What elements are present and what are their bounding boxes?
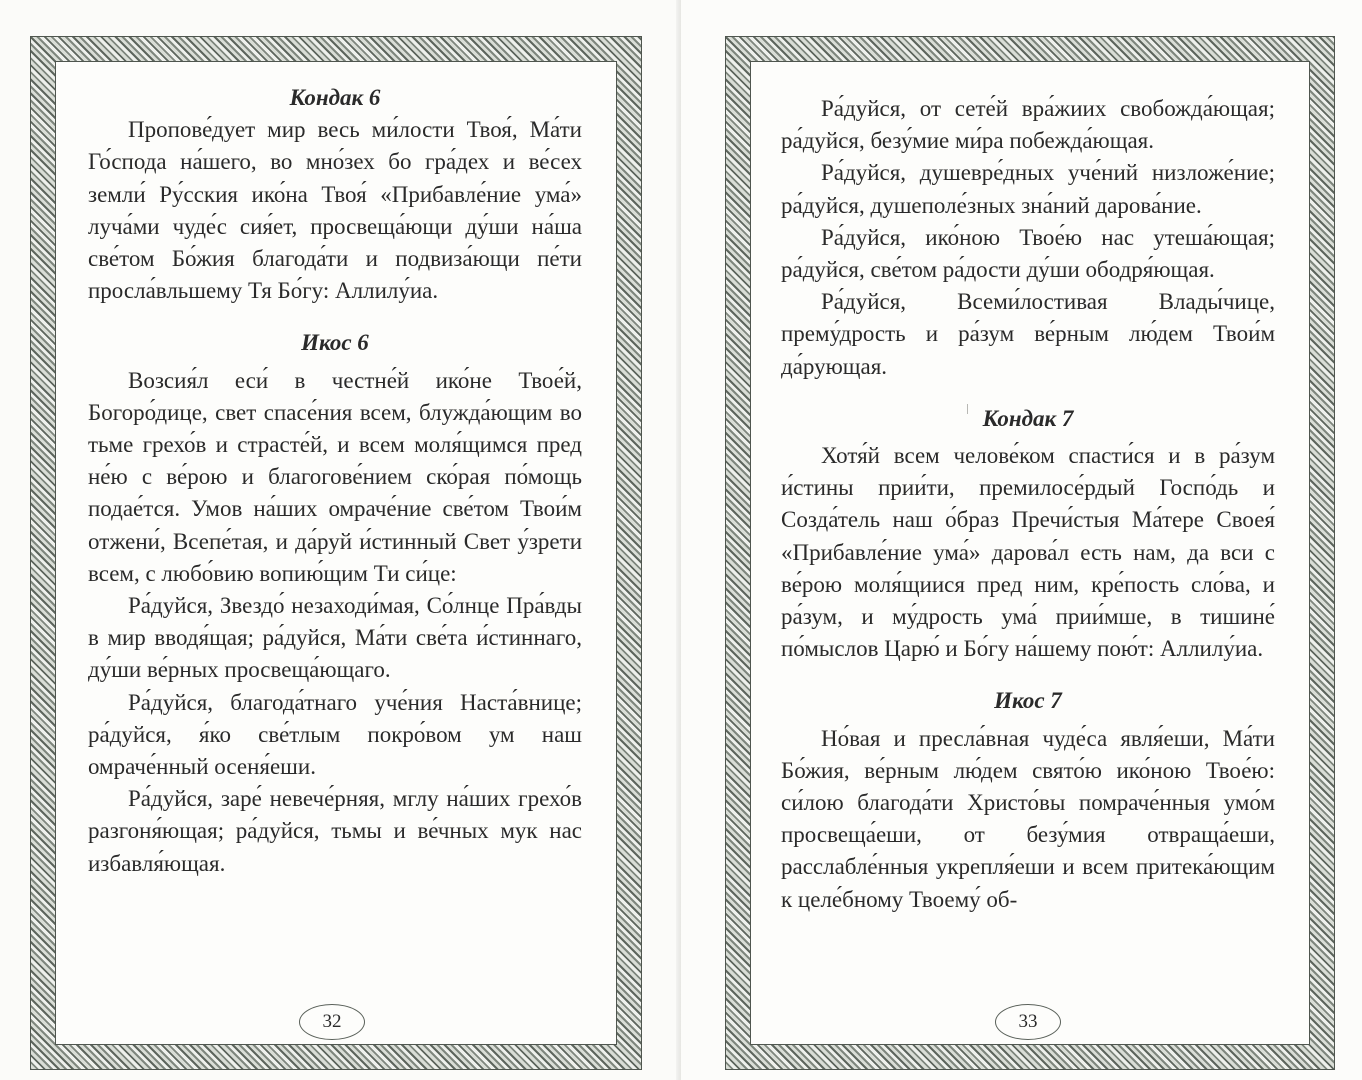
paragraph: Ра́дуйся, Всеми́лостивая Влады́чице, прему́дрость и ра́зум ве́рным лю́дем Твои́м да́рующая. xyxy=(781,289,1275,379)
paragraph: Возсия́л еси́ в честне́й ико́не Твое́й, Богоро́дице, свет спасе́ния всем, блужда́ющим во тьме грехо́в и страсте́й, и всем моля́щимся пред не́ю с ве́рою и благогове́нием ско́рая по́мощь подае́тся. Умов на́ших омраче́ние све́том Твои́м отжени́, Всепе́тая, и да́руй и́стинный Свет у́зрети всем, с любо́вию вопию́щим Ти си́це: xyxy=(88,367,582,586)
paragraph: Ра́дуйся, душевре́дных уче́ний низложе́ние; ра́дуйся, душеполе́зных зна́ний дарова́ние. xyxy=(781,160,1275,218)
right-page xyxy=(681,0,1362,1080)
paragraph: Но́вая и пресла́вная чуде́са явля́еши, Ма́ти Бо́жия, ве́рным лю́дем свято́ю ико́ною Твое́ю: си́лою благода́ти Христо́вы помраче́нныя умо́м просвеща́еши, от безу́мия отвраща́еши, расслабле́нныя укрепля́еши и всем притека́ющим к целе́бному Твоему́ об- xyxy=(781,725,1275,912)
page-number: 32 xyxy=(299,1004,365,1040)
paragraph: Ра́дуйся, Звездо́ незаходи́мая, Со́лнце Пра́вды в мир вводя́щая; ра́дуйся, Ма́ти све́та и́стиннаго, ду́ши ве́рных просвеща́ющаго. xyxy=(88,593,582,683)
paragraph: Ра́дуйся, заре́ невече́рняя, мглу на́ших грехо́в разгоня́ющая; ра́дуйся, тьмы и ве́чных мук нас избавля́ющая. xyxy=(88,786,582,876)
heading-ikos-7: Икос 7 xyxy=(994,688,1062,714)
paragraph: Ра́дуйся, благода́тнаго уче́ния Наста́внице; ра́дуйся, я́ко све́тлым покро́вом ум наш омраче́нный осеня́еши. xyxy=(88,689,582,780)
paragraph: Ра́дуйся, от сете́й вра́жиих свобожда́ющая; ра́дуйся, безу́мие ми́ра побежда́ющая. xyxy=(781,96,1275,154)
left-page-text xyxy=(88,82,582,880)
heading-ikos-6: Икос 6 xyxy=(301,330,369,356)
heading-kondak-6: Кондак 6 xyxy=(289,85,381,110)
print-mark xyxy=(967,404,971,414)
paragraph: Пропове́дует мир весь ми́лости Твоя́, Ма́ти Го́спода на́шего, во мно́зех бо гра́дех и ве́сех земли́ Ру́сския ико́на Твоя́ «Прибавле́ние ума́» луча́ми чуде́с сия́ет, просвеща́ющи ду́ши на́ша све́том Бо́жия благода́ти и подвиза́ющи пе́ти просла́вльшему Тя Бо́гу: Аллилу́иа. xyxy=(88,117,582,304)
paragraph: Ра́дуйся, ико́ною Твое́ю нас утеша́ющая; ра́дуйся, све́том ра́дости ду́ши ободря́ющая. xyxy=(781,224,1275,283)
paragraph: Хотя́й всем челове́ком спасти́ся и в ра́зум и́стины прии́ти, премилосе́рдый Госпо́дь и Созда́тель наш о́браз Пречи́стыя Ма́тере Своея́ «Прибавле́ние ума́» дарова́л есть нам, да вси с ве́рою моля́щиися пред ним, кре́пость сло́ва, и ра́зум, и му́дрость ума́ прии́мше, в тишине́ по́мыслов Царю́ и Бо́гу на́шему пою́т: Аллилу́иа. xyxy=(781,443,1275,662)
right-page-text xyxy=(781,93,1275,916)
heading-kondak-7: Кондак 7 xyxy=(982,405,1074,431)
page-number: 33 xyxy=(995,1004,1061,1040)
